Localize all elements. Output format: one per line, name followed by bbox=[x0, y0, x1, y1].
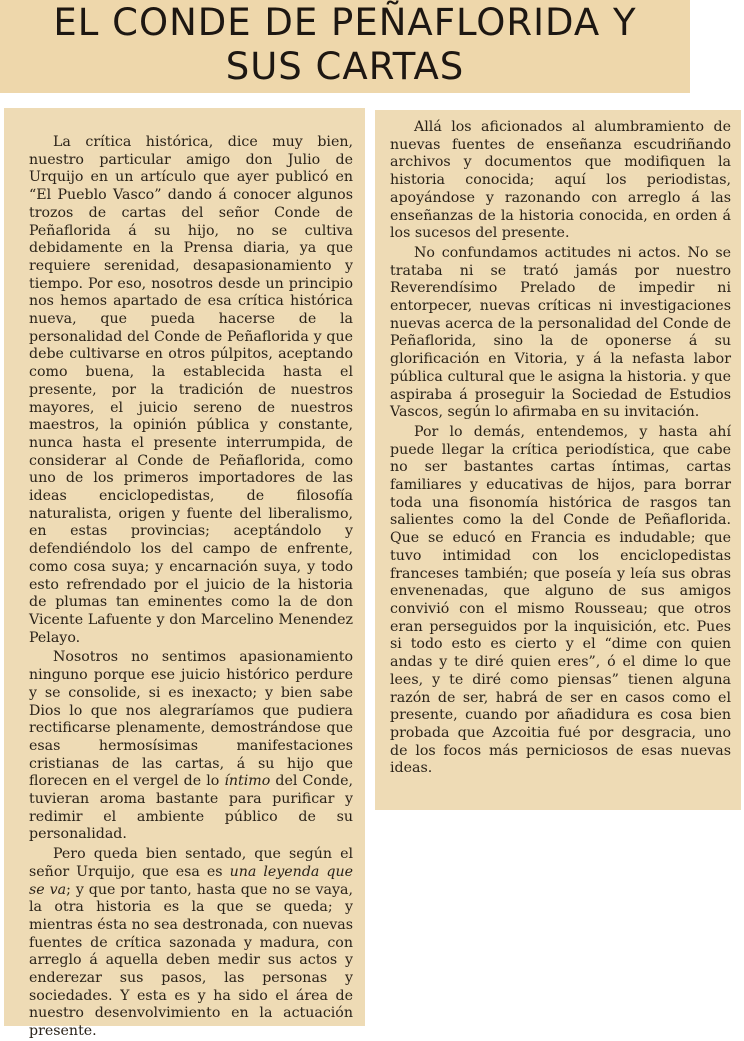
article-column-right bbox=[375, 110, 741, 810]
paragraph bbox=[390, 119, 731, 243]
paragraph bbox=[29, 649, 353, 844]
headline-line-2: SUS CARTAS bbox=[225, 45, 465, 88]
article-column-left bbox=[4, 108, 365, 1040]
paragraph-text: Allá los aficionados al alumbramiento de nuevas fuentes de enseñanza escudriñando archivos y documentos que modifiquen la historia conocida; aquí los periodistas, apoyándose y razonando con arreglo á las enseñanzas de la historia conocida, en orden á los sucesos del presente. bbox=[390, 119, 731, 242]
paragraph-text: Por lo demás, entendemos, y hasta ahí puede llegar la crítica periodística, que cabe no ser bastantes cartas íntimas, cartas familiares y educativas de hijos, para borrar toda una fisonomía histórica de rasgos tan salientes como la del Conde de Peñaflorida. Que se educó en Francia es indudable; que tuvo intimidad con los enciclopedistas franceses también; que poseía y leía sus obras envenenadas, que alguno de sus amigos convivió con el mismo Rousseau; que otros eran perseguidos por la inquisición, etc. Pues si todo esto es cierto y el “dime con quien andas y te diré quien eres”, ó el dime lo que lees, y te diré como piensas” tienen alguna razón de ser, habrá de ser en casos como el presente, cuando por añadidura es cosa bien probada que Azcoitia fué por desgracia, uno de los focos más perniciosos de esas nuevas ideas. bbox=[390, 423, 731, 777]
paragraph bbox=[390, 245, 731, 422]
paragraph-text: No confundamos actitudes ni actos. No se trataba ni se trató jamás por nuestro Reverendísimo Prelado de impedir ni entorpecer, nuevas críticas ni investigaciones nuevas acerca de la personalidad del Conde de Peñaflorida, sino la de oponerse á su glorificación en Vitoria, y á la nefasta labor pública cultural que le asigna la historia. y que aspiraba á proseguir la Sociedad de Estudios Vascos, según lo afirmaba en su invitación. bbox=[390, 244, 731, 421]
paragraph-text: del Conde, tuvieran aroma bastante para purificar y redimir el ambiente público de su personalidad. bbox=[29, 773, 353, 843]
headline-line-1: EL CONDE DE PEÑAFLORIDA Y bbox=[53, 1, 637, 44]
headline-banner bbox=[0, 0, 690, 93]
paragraph-text: Nosotros no sentimos apasionamiento ninguno porque ese juicio histórico perdure y se consolide, si es inexacto; y bien sabe Dios lo que nos alegraríamos que pudiera rectificarse plenamente, demostrándose que esas hermosísimas manifestaciones cristianas de las cartas, á su hijo que florecen en el vergel de lo bbox=[29, 649, 353, 790]
paragraph-text: ; y que por tanto, hasta que no se vaya, la otra historia es la que se queda; y mientras ésta no sea destronada, con nuevas fuentes de crítica sazonada y madura, con arreglo á aquella deben medir sus actos y enderezar sus pasos, las personas y sociedades. Y esta es y ha sido el área de nuestro desenvolvimiento en la actuación presente. bbox=[29, 881, 353, 1040]
paragraph-text: Pero queda bien sentado, que según el señor Urquijo, que esa es bbox=[29, 846, 353, 880]
paragraph bbox=[390, 424, 731, 778]
paragraph bbox=[29, 846, 353, 1041]
paragraph bbox=[29, 134, 353, 647]
paragraph-text: La crítica histórica, dice muy bien, nuestro particular amigo don Julio de Urquijo en un artículo que ayer publicó en “El Pueblo Vasco” dando á conocer algunos trozos de cartas del señor Conde de Peñaflorida á su hijo, no se cultiva debidamente en la Prensa diaria, ya que requiere serenidad, desapasionamiento y tiempo. Por eso, nosotros desde un principio nos hemos apartado de esa crítica histórica nueva, que pueda hacerse de la personalidad del Conde de Peñaflorida y que debe cultivarse en otros púlpitos, aceptando como buena, la establecida hasta el presente, por la tradición de nuestros mayores, el juicio sereno de nuestros maestros, la opinión pública y constante, nunca hasta el presente interrumpida, de considerar al Conde de Peñaflorida, como uno de los primeros importadores de las ideas enciclopedistas, de filosofía naturalista, origen y fuente del liberalismo, en estas provincias; aceptándolo y defendiéndolo los del campo de enfrente, como cosa suya; y encarnación suya, y todo esto refrendado por el juicio de la historia de plumas tan eminentes como la de don Vicente Lafuente y don Marcelino Menendez Pelayo. bbox=[29, 134, 353, 646]
emphasis-text: una leyenda que se va bbox=[29, 863, 353, 898]
emphasis-text: íntimo bbox=[224, 773, 271, 790]
